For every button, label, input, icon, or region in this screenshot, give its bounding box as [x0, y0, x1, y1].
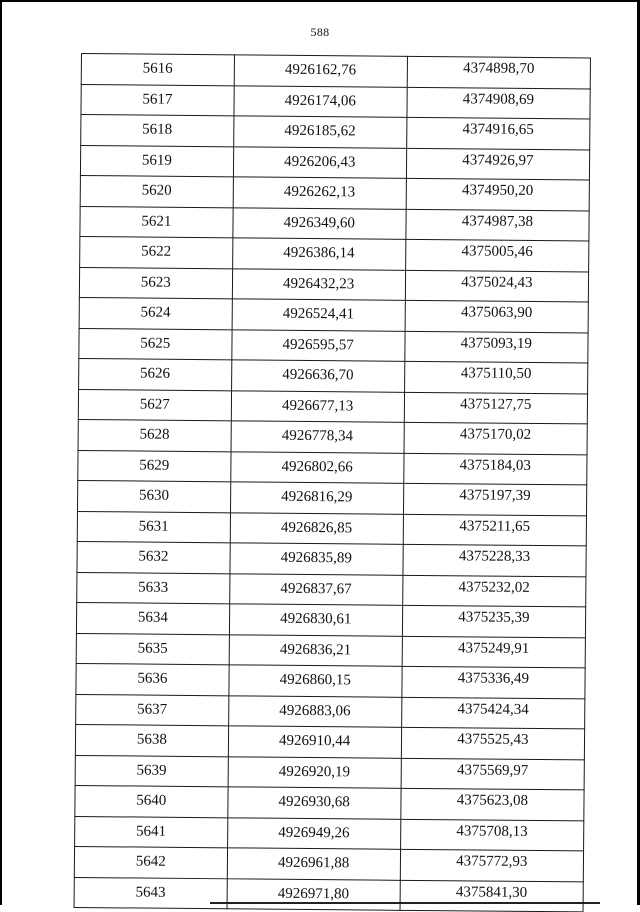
- table-row: [75, 755, 584, 790]
- table-row: [81, 115, 590, 150]
- y-coordinate-cell: 4375525,43: [401, 727, 585, 759]
- x-coordinate-cell: 4926524,41: [232, 299, 405, 331]
- table-row: [78, 450, 587, 485]
- point-number-cell: 5628: [78, 419, 231, 451]
- x-coordinate-cell: 4926930,68: [228, 787, 401, 819]
- x-coordinate-cell: 4926860,15: [229, 665, 402, 697]
- table-row: [76, 663, 585, 698]
- point-number-cell: 5641: [75, 816, 228, 848]
- x-coordinate-cell: 4926349,60: [233, 207, 406, 239]
- point-number-cell: 5632: [77, 541, 230, 573]
- point-number-cell: 5642: [74, 846, 227, 878]
- table-row: [77, 572, 586, 607]
- table-row: [79, 267, 588, 302]
- y-coordinate-cell: 4375841,30: [400, 880, 584, 912]
- point-number-cell: 5635: [76, 633, 229, 665]
- table-row: [81, 84, 590, 119]
- y-coordinate-cell: 4375110,50: [404, 361, 588, 393]
- y-coordinate-cell: 4374908,69: [407, 87, 591, 119]
- point-number-cell: 5622: [80, 236, 233, 268]
- x-coordinate-cell: 4926432,23: [232, 268, 405, 300]
- y-coordinate-cell: 4374987,38: [406, 209, 590, 241]
- table-row: [80, 206, 589, 241]
- y-coordinate-cell: 4375197,39: [403, 483, 587, 515]
- y-coordinate-cell: 4375569,97: [401, 758, 585, 790]
- point-number-cell: 5629: [78, 450, 231, 482]
- x-coordinate-cell: 4926262,13: [233, 177, 406, 209]
- y-coordinate-cell: 4374898,70: [407, 56, 591, 88]
- x-coordinate-cell: 4926830,61: [229, 604, 402, 636]
- y-coordinate-cell: 4375211,65: [403, 514, 587, 546]
- y-coordinate-cell: 4375249,91: [402, 636, 586, 668]
- page-number: 588: [310, 25, 330, 39]
- table-row: [78, 389, 587, 424]
- y-coordinate-cell: 4375170,02: [404, 422, 588, 454]
- x-coordinate-cell: 4926778,34: [231, 421, 404, 453]
- table-row: [76, 633, 585, 668]
- table-row: [77, 511, 586, 546]
- y-coordinate-cell: 4375772,93: [400, 849, 584, 881]
- x-coordinate-cell: 4926206,43: [233, 146, 406, 178]
- table-row: [81, 54, 590, 89]
- point-number-cell: 5634: [76, 602, 229, 634]
- x-coordinate-cell: 4926835,89: [230, 543, 403, 575]
- point-number-cell: 5631: [77, 511, 230, 543]
- x-coordinate-cell: 4926837,67: [229, 573, 402, 605]
- point-number-cell: 5623: [79, 267, 232, 299]
- y-coordinate-cell: 4375424,34: [401, 697, 585, 729]
- table-row: [75, 816, 584, 851]
- coordinates-table: [74, 53, 591, 912]
- y-coordinate-cell: 4375024,43: [405, 270, 589, 302]
- table-row: [80, 145, 589, 180]
- point-number-cell: 5633: [77, 572, 230, 604]
- y-coordinate-cell: 4374926,97: [406, 148, 590, 180]
- table-row: [80, 175, 589, 210]
- coordinates-table-body: [74, 54, 590, 912]
- x-coordinate-cell: 4926971,80: [227, 878, 400, 910]
- point-number-cell: 5618: [81, 115, 234, 147]
- table-row: [78, 480, 587, 515]
- y-coordinate-cell: 4375063,90: [405, 300, 589, 332]
- x-coordinate-cell: 4926961,88: [227, 848, 400, 880]
- x-coordinate-cell: 4926595,57: [232, 329, 405, 361]
- point-number-cell: 5627: [78, 389, 231, 421]
- y-coordinate-cell: 4375093,19: [405, 331, 589, 363]
- table-row: [79, 297, 588, 332]
- point-number-cell: 5620: [80, 175, 233, 207]
- scan-border-top: [0, 0, 640, 2]
- point-number-cell: 5638: [75, 724, 228, 756]
- y-coordinate-cell: 4375228,33: [403, 544, 587, 576]
- table-row: [74, 846, 583, 881]
- y-coordinate-cell: 4375708,13: [400, 819, 584, 851]
- table-row: [79, 358, 588, 393]
- x-coordinate-cell: 4926677,13: [231, 390, 404, 422]
- x-coordinate-cell: 4926949,26: [227, 817, 400, 849]
- scan-border-left: [0, 0, 2, 905]
- x-coordinate-cell: 4926636,70: [231, 360, 404, 392]
- y-coordinate-cell: 4375235,39: [402, 605, 586, 637]
- x-coordinate-cell: 4926920,19: [228, 756, 401, 788]
- y-coordinate-cell: 4374950,20: [406, 178, 590, 210]
- point-number-cell: 5617: [81, 84, 234, 116]
- x-coordinate-cell: 4926883,06: [228, 695, 401, 727]
- x-coordinate-cell: 4926816,29: [230, 482, 403, 514]
- x-coordinate-cell: 4926910,44: [228, 726, 401, 758]
- y-coordinate-cell: 4375336,49: [402, 666, 586, 698]
- y-coordinate-cell: 4375127,75: [404, 392, 588, 424]
- table-row: [77, 541, 586, 576]
- point-number-cell: 5639: [75, 755, 228, 787]
- point-number-cell: 5637: [76, 694, 229, 726]
- table-row: [76, 694, 585, 729]
- point-number-cell: 5624: [79, 297, 232, 329]
- point-number-cell: 5643: [74, 877, 227, 909]
- table-row: [78, 419, 587, 454]
- y-coordinate-cell: 4375005,46: [405, 239, 589, 271]
- y-coordinate-cell: 4375184,03: [403, 453, 587, 485]
- point-number-cell: 5626: [79, 358, 232, 390]
- y-coordinate-cell: 4374916,65: [406, 117, 590, 149]
- y-coordinate-cell: 4375623,08: [401, 788, 585, 820]
- x-coordinate-cell: 4926185,62: [233, 116, 406, 148]
- x-coordinate-cell: 4926836,21: [229, 634, 402, 666]
- table-row: [75, 724, 584, 759]
- x-coordinate-cell: 4926162,76: [234, 55, 407, 87]
- x-coordinate-cell: 4926174,06: [234, 85, 407, 117]
- table-row: [80, 236, 589, 271]
- point-number-cell: 5619: [80, 145, 233, 177]
- table-row: [79, 328, 588, 363]
- table-row: [76, 602, 585, 637]
- point-number-cell: 5621: [80, 206, 233, 238]
- x-coordinate-cell: 4926386,14: [232, 238, 405, 270]
- y-coordinate-cell: 4375232,02: [402, 575, 586, 607]
- x-coordinate-cell: 4926826,85: [230, 512, 403, 544]
- table-row: [74, 877, 583, 912]
- point-number-cell: 5625: [79, 328, 232, 360]
- table-row: [75, 785, 584, 820]
- point-number-cell: 5636: [76, 663, 229, 695]
- point-number-cell: 5630: [78, 480, 231, 512]
- x-coordinate-cell: 4926802,66: [230, 451, 403, 483]
- point-number-cell: 5640: [75, 785, 228, 817]
- point-number-cell: 5616: [81, 54, 234, 86]
